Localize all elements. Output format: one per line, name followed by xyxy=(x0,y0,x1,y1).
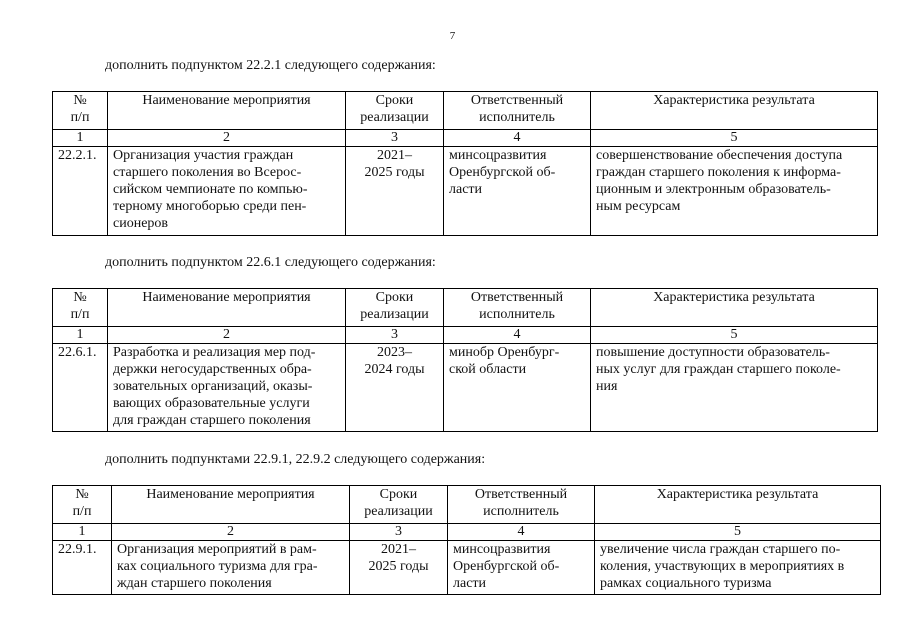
row-name: Организация мероприятий в рам- ках социального туризма для гра- ждан старшего поколения xyxy=(112,541,350,595)
column-number: 3 xyxy=(346,327,444,344)
table-header-row xyxy=(53,289,878,327)
table-header-row xyxy=(53,486,881,524)
header-result: Характеристика результата xyxy=(591,92,878,130)
row-responsible: минсоцразвития Оренбургской об- ласти xyxy=(448,541,595,595)
header-result: Характеристика результата xyxy=(595,486,881,524)
header-term: Сроки реализации xyxy=(346,289,444,327)
column-number: 2 xyxy=(108,327,346,344)
header-result: Характеристика результата xyxy=(591,289,878,327)
row-number: 22.6.1. xyxy=(53,344,108,432)
column-number: 1 xyxy=(53,130,108,147)
row-number: 22.2.1. xyxy=(53,147,108,236)
row-term: 2023– 2024 годы xyxy=(346,344,444,432)
header-num: № п/п xyxy=(53,92,108,130)
column-number: 4 xyxy=(444,130,591,147)
table-row xyxy=(53,541,881,595)
column-number: 2 xyxy=(108,130,346,147)
page-number: 7 xyxy=(449,30,456,42)
row-result: увеличение числа граждан старшего по- коления, участвующих в мероприятиях в рамках социального туризма xyxy=(595,541,881,595)
row-term: 2021– 2025 годы xyxy=(350,541,448,595)
column-number-row xyxy=(53,524,881,541)
column-number: 1 xyxy=(53,524,112,541)
column-number: 5 xyxy=(595,524,881,541)
row-name: Организация участия граждан старшего поколения во Всерос- сийском чемпионате по компью- терному многоборью среди пен- сионеров xyxy=(108,147,346,236)
column-number: 4 xyxy=(444,327,591,344)
table-header-row xyxy=(53,92,878,130)
row-name: Разработка и реализация мер под- держки негосударственных обра- зовательных организаций, оказы- вающих образовательные услуги для граждан старшего поколения xyxy=(108,344,346,432)
table-row xyxy=(53,344,878,432)
header-name: Наименование мероприятия xyxy=(108,92,346,130)
header-term: Сроки реализации xyxy=(346,92,444,130)
header-responsible: Ответственный исполнитель xyxy=(448,486,595,524)
column-number: 3 xyxy=(346,130,444,147)
section-intro: дополнить подпунктами 22.9.1, 22.9.2 следующего содержания: xyxy=(105,452,486,467)
column-number: 4 xyxy=(448,524,595,541)
column-number-row xyxy=(53,130,878,147)
row-responsible: минсоцразвития Оренбургской об- ласти xyxy=(444,147,591,236)
column-number: 1 xyxy=(53,327,108,344)
column-number: 2 xyxy=(112,524,350,541)
column-number: 5 xyxy=(591,327,878,344)
row-term: 2021– 2025 годы xyxy=(346,147,444,236)
row-responsible: минобр Оренбург- ской области xyxy=(444,344,591,432)
header-responsible: Ответственный исполнитель xyxy=(444,289,591,327)
measures-table xyxy=(52,288,878,432)
header-name: Наименование мероприятия xyxy=(108,289,346,327)
row-result: совершенствование обеспечения доступа граждан старшего поколения к информа- ционным и электронным образователь- ным ресурсам xyxy=(591,147,878,236)
table-row xyxy=(53,147,878,236)
section-intro: дополнить подпунктом 22.2.1 следующего содержания: xyxy=(105,58,436,73)
header-name: Наименование мероприятия xyxy=(112,486,350,524)
column-number: 5 xyxy=(591,130,878,147)
section-intro: дополнить подпунктом 22.6.1 следующего содержания: xyxy=(105,255,436,270)
column-number-row xyxy=(53,327,878,344)
row-number: 22.9.1. xyxy=(53,541,112,595)
measures-table xyxy=(52,91,878,236)
header-num: № п/п xyxy=(53,289,108,327)
measures-table xyxy=(52,485,881,595)
header-term: Сроки реализации xyxy=(350,486,448,524)
header-responsible: Ответственный исполнитель xyxy=(444,92,591,130)
row-result: повышение доступности образователь- ных услуг для граждан старшего поколе- ния xyxy=(591,344,878,432)
header-num: № п/п xyxy=(53,486,112,524)
column-number: 3 xyxy=(350,524,448,541)
